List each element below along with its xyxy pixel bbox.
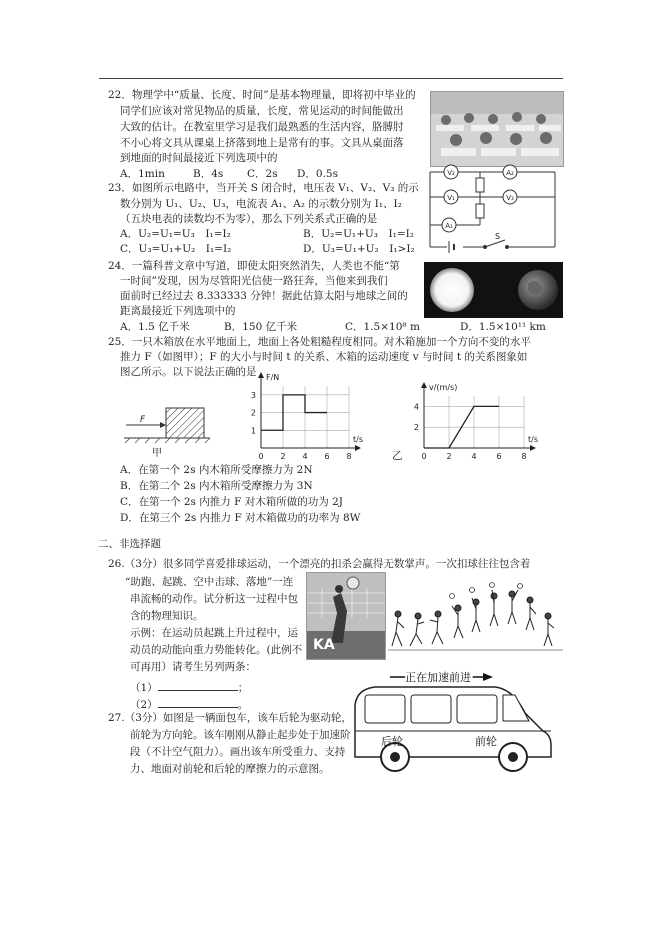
q24-line: 24．一篇科普文章中写道，即使太阳突然消失，人类也不能“第 — [108, 260, 400, 272]
switch-label: S — [495, 232, 501, 241]
x-tick-label: 4 — [471, 452, 477, 461]
x-axis-label: t/s — [528, 435, 538, 444]
circuit-diagram — [425, 160, 565, 255]
q24-line: 一时间”发现，因为尽管阳光信使一路狂奔，当他来到我们 — [120, 275, 388, 287]
x-tick-label: 4 — [302, 452, 308, 461]
q26-line: 可再用）请考生另列两条： — [130, 661, 256, 673]
q22-line: 22．物理学中“质量、长度、时间”是基本物理量，即将初中毕业的 — [108, 89, 416, 101]
blank-line[interactable] — [158, 697, 238, 708]
q22-option-a: A．1min — [120, 168, 165, 180]
figure-label-yi: 乙 — [392, 450, 403, 462]
x-tick-label: 2 — [280, 452, 286, 461]
x-axis-label: t/s — [353, 435, 363, 444]
q25-option-d: D．在第三个 2s 内推力 F 对木箱做功的功率为 8W — [120, 512, 361, 524]
meter-label: V₁ — [447, 194, 455, 202]
q25-option-b: B．在第二个 2s 内木箱所受摩擦力为 3N — [120, 480, 313, 492]
y-axis-label: F/N — [266, 373, 280, 382]
y-axis-arrow — [421, 382, 427, 388]
q24-option-c: C．1.5×10⁸ m — [345, 321, 420, 333]
y-axis-label: v/(m/s) — [429, 383, 458, 392]
answer-blank-2: （2） 。 — [130, 699, 249, 711]
y-tick-label: 2 — [250, 408, 256, 418]
x-tick-label: 8 — [521, 452, 527, 461]
x-axis-arrow — [355, 445, 361, 451]
x-tick-label: 6 — [324, 452, 330, 461]
y-tick-label: 3 — [250, 390, 256, 400]
q25-line: 25．一只木箱放在水平地面上，地面上各处粗糙程度相同。对木箱施加一个方向不变的水平 — [108, 336, 531, 348]
front-wheel-label: 前轮 — [475, 735, 497, 748]
spike-sequence-figures — [388, 580, 563, 658]
q25-line: 图乙所示。以下说法正确的是 — [120, 366, 257, 378]
q27-line: 27.（3分）如图是一辆面包车，该车后轮为驱动轮， — [108, 712, 352, 724]
y-tick-label: 1 — [250, 426, 256, 436]
q24-option-b: B．150 亿千米 — [224, 321, 298, 333]
q22-option-c: C．2s — [247, 168, 278, 180]
answer-blank-1: （1） ； — [130, 682, 249, 694]
arrow-icon — [160, 422, 166, 428]
q23-option-c: C．U₃=U₁+U₂ I₁=I₂ — [120, 243, 232, 255]
x-tick-label: 2 — [446, 452, 452, 461]
van-figure — [345, 665, 560, 777]
q22-line: 大致的估计。在教室里学习是我们最熟悉的生活内容，胳膊肘 — [120, 121, 404, 133]
q22-line: 同学们应该对常见物品的质量，长度，常见运动的时间能做出 — [120, 105, 404, 117]
wooden-box — [166, 408, 204, 438]
force-label: F — [140, 415, 146, 425]
q24-option-a: A．1.5 亿千米 — [120, 321, 190, 333]
figure-label-jia: 甲 — [152, 448, 162, 459]
q26-line: 串流畅的动作。试分析这一过程中包 — [130, 593, 298, 605]
meter-label: V₂ — [447, 169, 455, 177]
q22-line: 不小心将文具从课桌上挤落到地上是常有的事。文具从桌面落 — [120, 137, 404, 149]
volleyball-photo — [306, 572, 386, 660]
classroom-photo — [430, 91, 564, 167]
q23-option-b: B．U₂=U₁+U₃ I₁=I₂ — [303, 228, 414, 240]
meter-label: V₃ — [506, 194, 514, 202]
q24-line: 面前时已经过去 8.333333 分钟！据此估算太阳与地球之间的 — [120, 290, 408, 302]
q23-line: 数分别为 U₁、U₂、U₃，电流表 A₁、A₂ 的示数分别为 I₁、I₂ — [120, 198, 402, 210]
q27-line: 段（不计空气阻力）。画出该车所受重力、支持 — [130, 746, 346, 758]
q23-option-d: D．U₃=U₁+U₂ I₁>I₂ — [303, 243, 415, 255]
q23-line: 23．如图所示电路中，当开关 S 闭合时，电压表 V₁、V₂、V₃ 的示 — [108, 182, 419, 194]
x-tick-label: 0 — [258, 452, 264, 461]
y-axis-arrow — [258, 372, 264, 378]
blank-label: （2） — [130, 699, 158, 711]
q24-line: 距离最接近下列选项中的 — [120, 305, 236, 317]
van-caption: 正在加速前进 — [405, 671, 471, 684]
q26-line: “助跑、起跳、空中击球、落地”一连 — [125, 576, 294, 588]
svg-text:KA: KA — [313, 637, 335, 653]
q26-line: 26.（3分）很多同学喜爱排球运动，一个漂亮的扣杀会赢得无数掌声。一次扣球往往包含着 — [108, 558, 531, 570]
rear-wheel-label: 后轮 — [381, 735, 403, 748]
q26-line: 示例：在运动员起跳上升过程中，运 — [130, 627, 298, 639]
box-figure — [122, 400, 212, 460]
velocity-time-chart — [408, 368, 548, 463]
x-tick-label: 0 — [421, 452, 427, 461]
q22-option-b: B．4s — [193, 168, 224, 180]
q25-line: 推力 F（如图甲）；F 的大小与时间 t 的关系、木箱的运动速度 v 与时间 t 的关系图象如 — [120, 351, 528, 363]
force-time-chart — [245, 368, 375, 463]
y-tick-label: 2 — [413, 423, 419, 433]
q25-option-c: C．在第一个 2s 内推力 F 对木箱所做的功为 2J — [120, 496, 343, 508]
meter-label: A₂ — [506, 169, 514, 177]
q27-line: 前轮为方向轮。该车刚刚从静止起步处于加速阶 — [130, 729, 351, 741]
section-heading: 二、非选择题 — [98, 538, 161, 550]
blank-label: （1） — [130, 682, 158, 694]
x-tick-label: 8 — [346, 452, 352, 461]
q22-option-d: D．0.5s — [297, 168, 339, 180]
q26-line: 含的物理知识。 — [130, 610, 204, 622]
blank-line[interactable] — [158, 680, 238, 691]
q24-option-d: D．1.5×10¹¹ km — [460, 321, 546, 333]
q23-option-a: A．U₂=U₁=U₃ I₁=I₂ — [120, 228, 231, 240]
q25-option-a: A．在第一个 2s 内木箱所受摩擦力为 2N — [120, 464, 313, 476]
arrow-icon — [483, 673, 493, 681]
meter-label: A₁ — [445, 222, 453, 230]
y-tick-label: 4 — [413, 402, 419, 412]
q22-line: 到地面的时间最接近下列选项中的 — [120, 152, 278, 164]
q23-line: （五块电表的读数均不为零），那么下列关系式正确的是 — [120, 213, 378, 225]
header-rule — [99, 78, 563, 79]
q27-line: 力、地面对前轮和后轮的摩擦力的示意图。 — [130, 763, 330, 775]
q26-line: 动员的动能向重力势能转化。(此例不 — [130, 644, 303, 656]
sun-earth-image — [424, 262, 563, 318]
x-tick-label: 6 — [496, 452, 502, 461]
x-axis-arrow — [530, 445, 536, 451]
sun-icon — [430, 268, 474, 312]
